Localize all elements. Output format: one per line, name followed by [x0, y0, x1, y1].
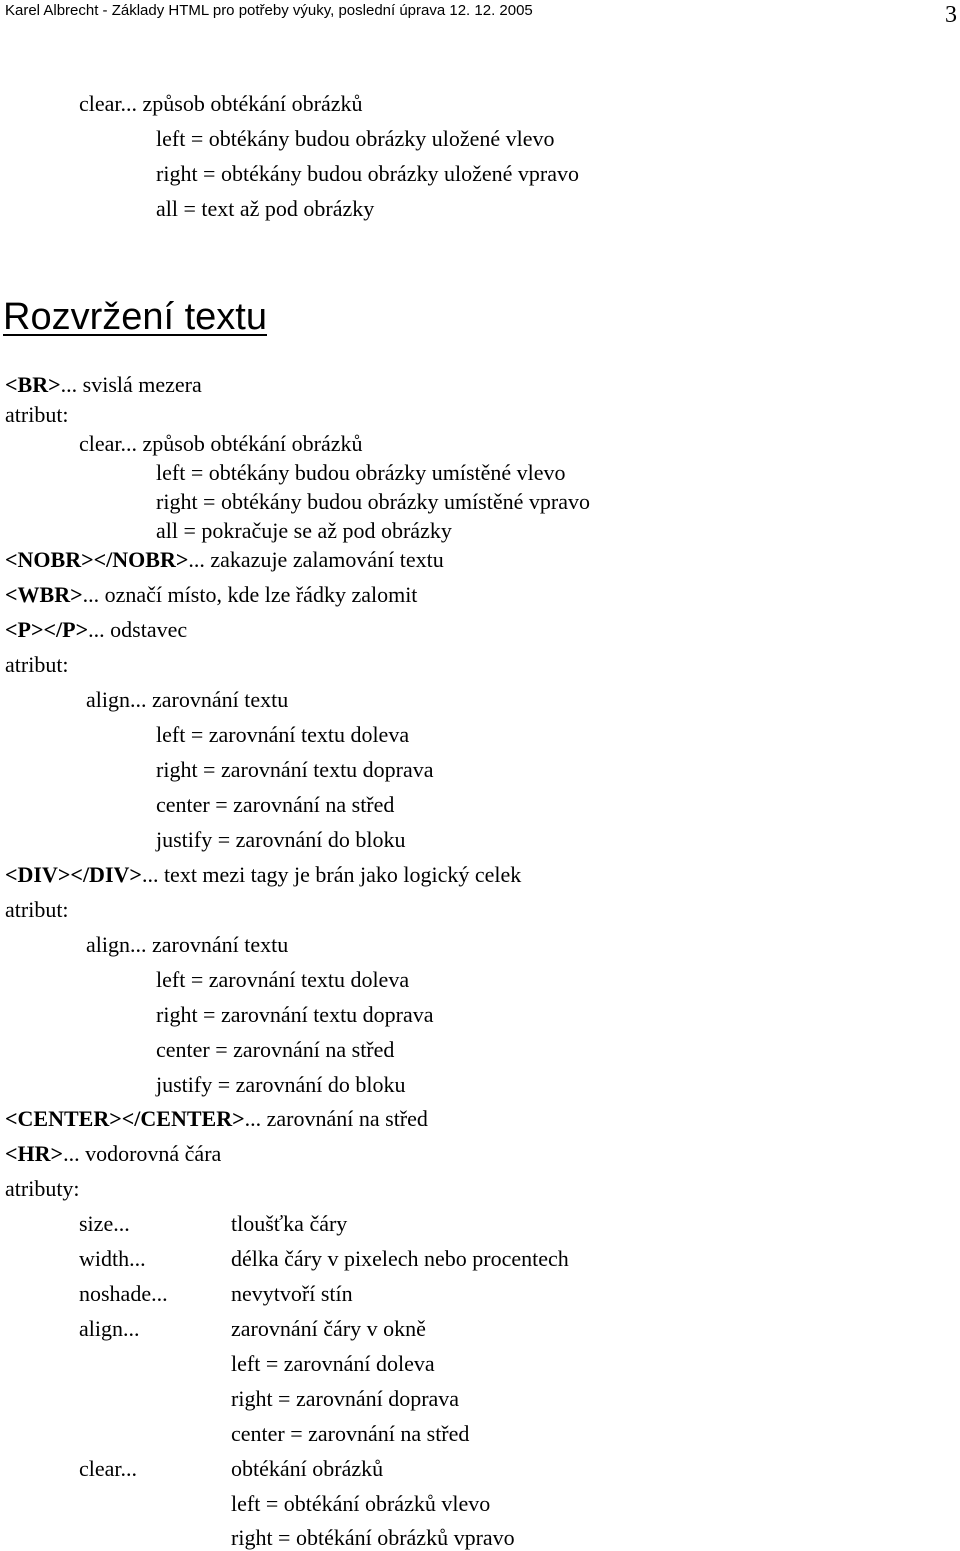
intro-clear-right: right = obtékány budou obrázky uložené vpravo [156, 161, 579, 186]
page-number: 3 [945, 2, 957, 28]
br-clear-line [79, 431, 362, 457]
hr-tag: <HR> [5, 1141, 64, 1166]
p-align-left: left = zarovnání textu doleva [156, 722, 410, 747]
br-clear-all: all = pokračuje se až pod obrázky [156, 518, 452, 543]
br-tag: <BR> [5, 372, 61, 397]
intro-clear-all: all = text až pod obrázky [156, 196, 375, 221]
hr-desc: ... vodorovná čára [63, 1141, 222, 1166]
wbr-desc: ... označí místo, kde lze řádky zalomit [82, 582, 418, 607]
hr-align-left: left = zarovnání doleva [231, 1351, 435, 1376]
nobr-line [5, 547, 444, 573]
hr-attr-key: noshade... [79, 1281, 168, 1306]
wbr-tag: <WBR> [5, 582, 83, 607]
hr-clear-value: obtékání obrázků [231, 1456, 384, 1481]
intro-clear-left: left = obtékány budou obrázky uložené vlevo [156, 126, 555, 151]
div-align-right: right = zarovnání textu doprava [156, 1002, 434, 1027]
br-line [5, 372, 202, 398]
p-align-justify: justify = zarovnání do bloku [156, 827, 406, 852]
nobr-tag: <NOBR></NOBR> [5, 547, 189, 572]
br-attr-label: atribut: [5, 402, 69, 427]
hr-attr-value: nevytvoří stín [231, 1281, 353, 1306]
hr-attr-key: width... [79, 1246, 146, 1271]
center-tag: <CENTER></CENTER> [5, 1106, 245, 1131]
div-align-left: left = zarovnání textu doleva [156, 967, 410, 992]
br-clear-desc: ... způsob obtékání obrázků [120, 431, 363, 456]
div-align: align... zarovnání textu [86, 932, 289, 957]
page-header: Karel Albrecht - Základy HTML pro potřeby výuky, poslední úprava 12. 12. 2005 [5, 2, 533, 19]
div-align-justify: justify = zarovnání do bloku [156, 1072, 406, 1097]
p-attr-label: atribut: [5, 652, 69, 677]
p-line [5, 617, 187, 643]
hr-clear-right: right = obtékání obrázků vpravo [231, 1525, 515, 1550]
hr-align-center: center = zarovnání na střed [231, 1421, 470, 1446]
p-align-center: center = zarovnání na střed [156, 792, 395, 817]
div-align-center: center = zarovnání na střed [156, 1037, 395, 1062]
br-clear-key: clear [79, 431, 121, 456]
hr-attr-key: align... [79, 1316, 140, 1341]
p-tag: <P></P> [5, 617, 89, 642]
center-desc: ... zarovnání na střed [244, 1106, 428, 1131]
hr-attr-value: tloušťka čáry [231, 1211, 348, 1236]
hr-align-right: right = zarovnání doprava [231, 1386, 460, 1411]
br-desc: ... svislá mezera [60, 372, 202, 397]
intro-clear-key: clear [79, 91, 121, 116]
div-attr-label: atribut: [5, 897, 69, 922]
section-title: Rozvržení textu [3, 296, 267, 338]
hr-clear-left: left = obtékání obrázků vlevo [231, 1491, 491, 1516]
intro-clear-desc: ... způsob obtékání obrázků [120, 91, 363, 116]
intro-clear-line [79, 91, 362, 117]
hr-clear-key: clear... [79, 1456, 138, 1481]
hr-attr-key: size... [79, 1211, 130, 1236]
hr-attr-value: zarovnání čáry v okně [231, 1316, 426, 1341]
hr-attr-value: délka čáry v pixelech nebo procentech [231, 1246, 569, 1271]
div-desc: ... text mezi tagy je brán jako logický celek [141, 862, 522, 887]
br-clear-left: left = obtékány budou obrázky umístěné vlevo [156, 460, 566, 485]
p-align-right: right = zarovnání textu doprava [156, 757, 434, 782]
nobr-desc: ... zakazuje zalamování textu [188, 547, 444, 572]
center-line [5, 1106, 428, 1132]
hr-attr-label: atributy: [5, 1176, 80, 1201]
wbr-line [5, 582, 417, 608]
div-line [5, 862, 521, 888]
br-clear-right: right = obtékány budou obrázky umístěné vpravo [156, 489, 590, 514]
hr-line [5, 1141, 221, 1167]
div-tag: <DIV></DIV> [5, 862, 142, 887]
p-desc: ... odstavec [88, 617, 188, 642]
p-align: align... zarovnání textu [86, 687, 289, 712]
